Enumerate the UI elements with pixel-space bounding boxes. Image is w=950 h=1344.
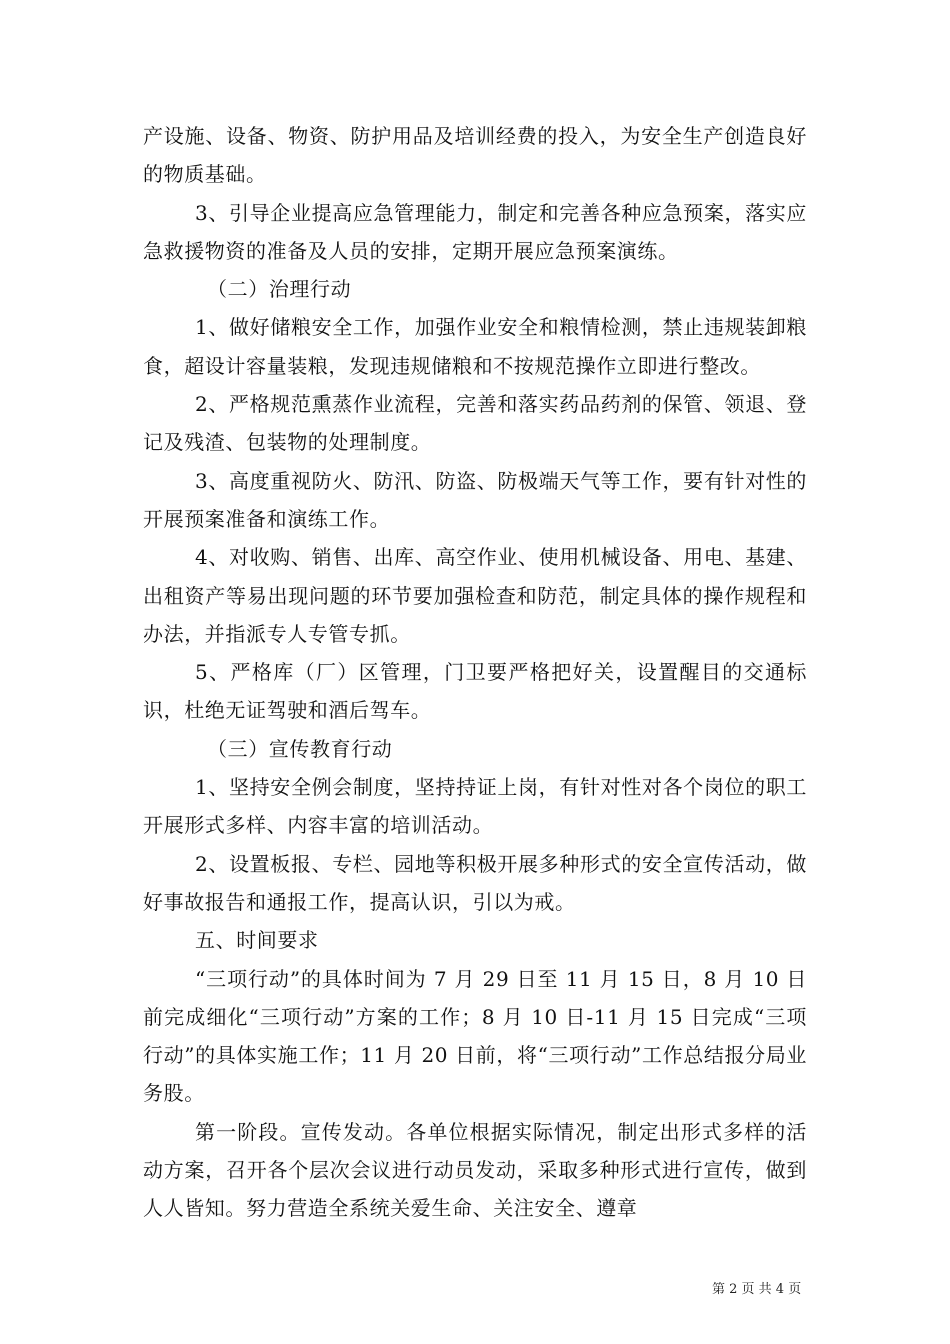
paragraph-6: 3、高度重视防火、防汛、防盗、防极端天气等工作，要有针对性的开展预案准备和演练工作。 [143,468,807,531]
paragraph-14: 第一阶段。宣传发动。各单位根据实际情况，制定出形式多样的活动方案，召开各个层次会议进行动员发动，采取多种形式进行宣传，做到人人皆知。努力营造全系统关爱生命、关注安全、遵章 [143,1119,807,1221]
paragraph-8: 5、严格库（厂）区管理，门卫要严格把好关，设置醒目的交通标识，杜绝无证驾驶和酒后驾车。 [143,660,807,723]
paragraph-11: 2、设置板报、专栏、园地等积极开展多种形式的安全宣传活动，做好事故报告和通报工作，提高认识，引以为戒。 [143,851,807,914]
paragraph-1: 产设施、设备、物资、防护用品及培训经费的投入，为安全生产创造良好的物质基础。 [143,124,807,187]
document-body [143,117,807,1228]
paragraph-10: 1、坚持安全例会制度，坚持持证上岗，有针对性对各个岗位的职工开展形式多样、内容丰富的培训活动。 [143,775,807,838]
section-heading-education: （三）宣传教育行动 [207,736,393,761]
paragraph-2: 3、引导企业提高应急管理能力，制定和完善各种应急预案，落实应急救援物资的准备及人员的安排，定期开展应急预案演练。 [143,200,807,263]
section-heading-time: 五、时间要求 [195,928,319,953]
paragraph-13: “三项行动”的具体时间为 7 月 29 日至 11 月 15 日，8 月 10 日前完成细化“三项行动”方案的工作；8 月 10 日-11 月 15 日完成“三项行动”的具体实施工作；11 月 20 日前，将“三项行动”工作总结报分局业务股。 [143,966,807,1106]
page-number: 第 2 页 共 4 页 [712,1282,802,1297]
paragraph-7: 4、对收购、销售、出库、高空作业、使用机械设备、用电、基建、出租资产等易出现问题的环节要加强检查和防范，制定具体的操作规程和办法，并指派专人专管专抓。 [143,545,807,646]
paragraph-5: 2、严格规范熏蒸作业流程，完善和落实药品药剂的保管、领退、登记及残渣、包装物的处理制度。 [143,392,807,455]
paragraph-4: 1、做好储粮安全工作，加强作业安全和粮情检测，禁止违规装卸粮食，超设计容量装粮，发现违规储粮和不按规范操作立即进行整改。 [143,315,807,378]
section-heading-governance: （二）治理行动 [207,277,352,302]
